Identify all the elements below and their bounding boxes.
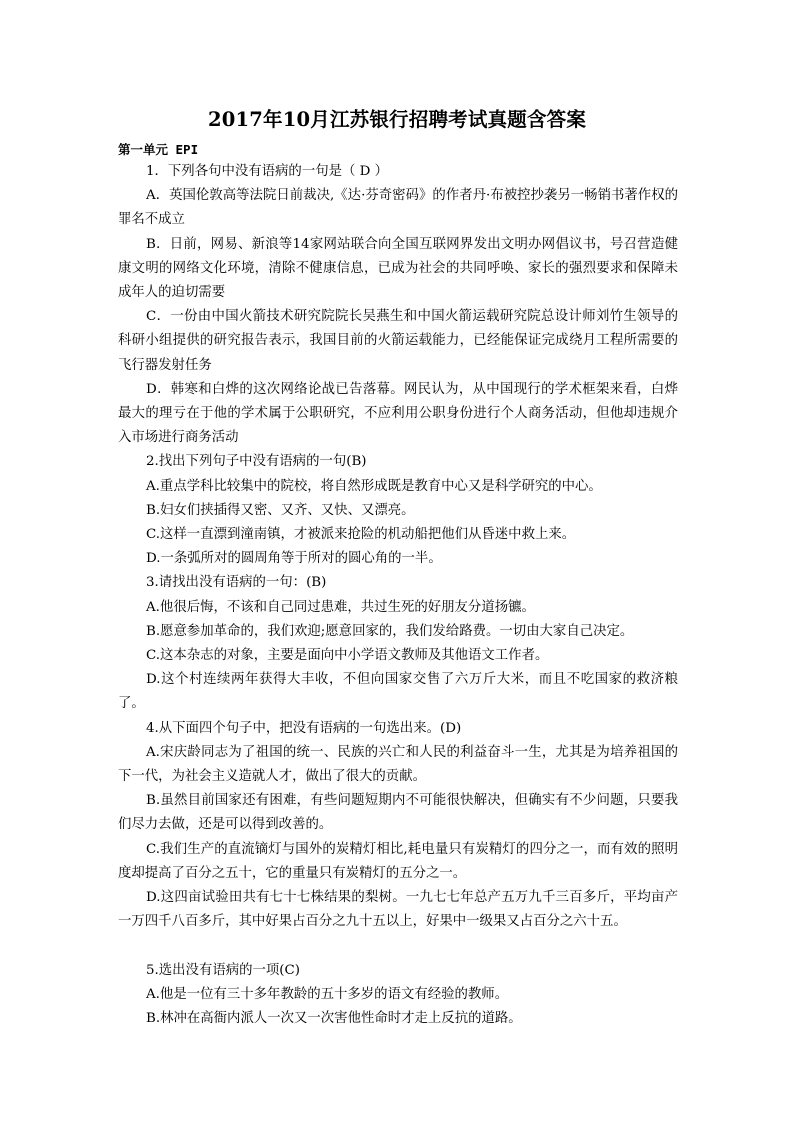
question-4-option-b: B.虽然目前国家还有困难，有些问题短期内不可能很快解决，但确实有不少问题，只要我们尽力去做，还是可以得到改善的。 xyxy=(118,793,678,833)
question-5-option-a: A.他是一位有三十多年教龄的五十多岁的语文有经验的教师。 xyxy=(146,986,509,1002)
question-5-stem: 5.选出没有语病的一项(C) xyxy=(146,962,300,978)
question-1-stem: 1．下列各句中没有语病的一句是（ D ） xyxy=(146,164,389,179)
question-1-option-c: C．一份由中国火箭技术研究院院长吴燕生和中国火箭运载研究院总设计师刘竹生领导的科研小组提供的研究报告表示，我国目前的火箭运载能力，已经能保证完成绕月工程所需要的飞行器发射任务 xyxy=(118,309,678,373)
section-heading: 第一单元 EPI xyxy=(118,142,199,157)
question-3-option-a: A.他很后悔，不该和自己同过患难，共过生死的好朋友分道扬镳。 xyxy=(146,599,535,615)
question-4-option-a: A.宋庆龄同志为了祖国的统一、民族的兴亡和人民的利益奋斗一生，尤其是为培养祖国的下一代，为社会主义造就人才，做出了很大的贡献。 xyxy=(118,744,678,785)
question-2-option-c: C.这样一直漂到潼南镇，才被派来抢险的机动船把他们从昏迷中救上来。 xyxy=(146,527,576,543)
question-3-option-c: C.这本杂志的对象，主要是面向中小学语文教师及其他语文工作者。 xyxy=(146,648,549,664)
question-2-option-b: B.妇女们挟插得又密、又齐、又快、又漂亮。 xyxy=(146,502,415,518)
document-body xyxy=(118,160,678,1031)
question-3-stem: 3.请找出没有语病的一句：(B) xyxy=(146,575,327,591)
question-3-option-d: D.这个村连续两年获得大丰收，不但向国家交售了六万斤大米，而且不吃国家的救济粮了。 xyxy=(118,672,678,712)
question-2-option-d: D.一条弧所对的圆周角等于所对的圆心角的一半。 xyxy=(146,551,442,567)
question-1-option-a: A．英国伦敦高等法院日前裁决,《达·芬奇密码》的作者丹·布被控抄袭另一畅销书著作权的罪名不成立 xyxy=(118,188,678,228)
question-4-option-c: C.我们生产的直流镝灯与国外的炭精灯相比,耗电量只有炭精灯的四分之一，而有效的照明度却提高了百分之五十，它的重量只有炭精灯的五分之一。 xyxy=(118,841,678,881)
question-2-option-a: A.重点学科比较集中的院校，将自然形成既是教育中心又是科学研究的中心。 xyxy=(146,478,602,494)
question-4-option-d: D.这四亩试验田共有七十七株结果的梨树。一九七七年总产五万九千三百多斤，平均亩产一万四千八百多斤，其中好果占百分之九十五以上，好果中一级果又占百分之六十五。 xyxy=(118,890,678,930)
question-4-stem: 4.从下面四个句子中，把没有语病的一句选出来。(D) xyxy=(146,720,462,736)
question-1-option-b: B．日前，网易、新浪等14家网站联合向全国互联网界发出文明办网倡议书，号召营造健康文明的网络文化环境，清除不健康信息，已成为社会的共同呼唤、家长的强烈要求和保障未成年人的迫切需要 xyxy=(118,236,678,301)
question-2-stem: 2.找出下列句子中没有语病的一句(B) xyxy=(146,454,367,470)
question-3-option-b: B.愿意参加革命的，我们欢迎;愿意回家的，我们发给路费。一切由大家自己决定。 xyxy=(146,623,634,639)
question-5-option-b: B.林冲在高衙内派人一次又一次害他性命时才走上反抗的道路。 xyxy=(146,1011,522,1027)
document-title: 2017年10月江苏银行招聘考试真题含答案 xyxy=(207,108,587,131)
question-1-option-d: D．韩寒和白烨的这次网络论战已告落幕。网民认为，从中国现行的学术框架来看，白烨最大的理亏在于他的学术属于公职研究，不应利用公职身份进行个人商务活动，但他却违规介入市场进行商务活动 xyxy=(118,381,678,446)
